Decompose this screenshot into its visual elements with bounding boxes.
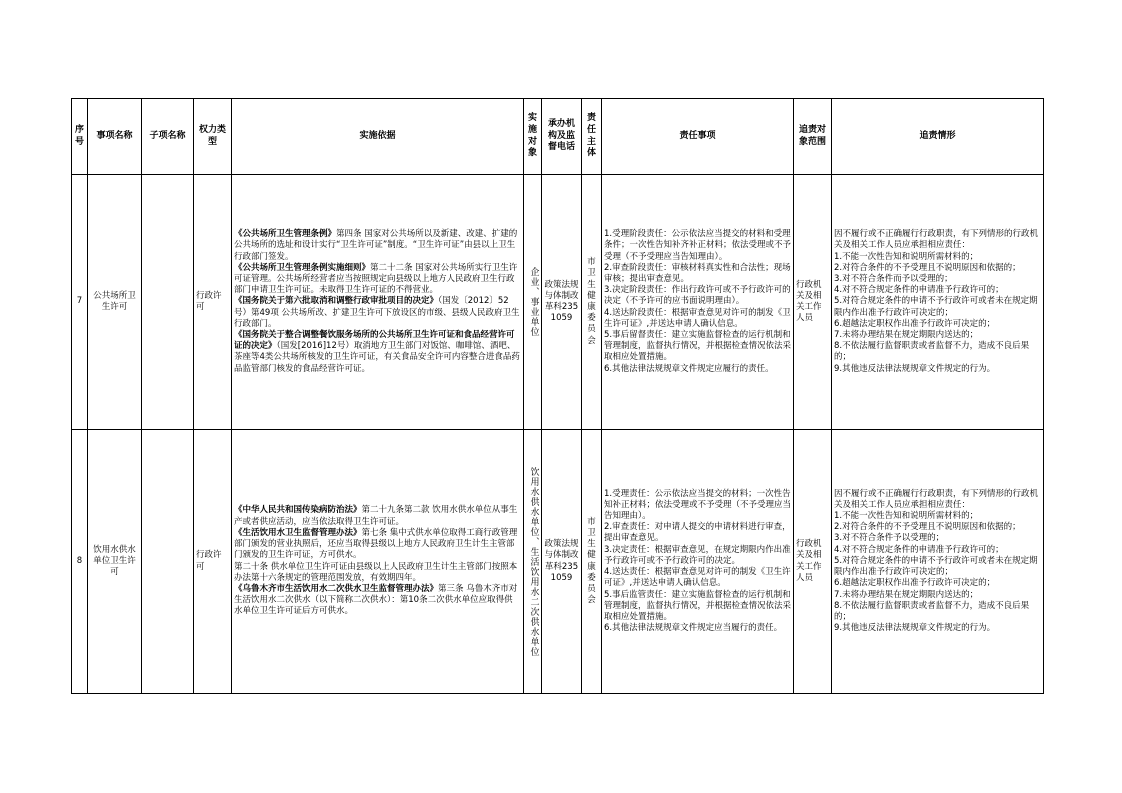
header-subject: 责任主体 <box>582 99 602 175</box>
duty-line: 2.审查责任：对申请人提交的申请材料进行审查，提出审查意见。 <box>604 522 791 544</box>
acc-line: 8.不依法履行监督职责或者监督不力，造成不良后果的； <box>834 341 1030 363</box>
row-target-text: 企业、事业单位 <box>528 267 539 337</box>
duty-line: 6.其他法律法规规章文件规定应当履行的责任。 <box>604 623 783 634</box>
acc-line: 4.对不符合规定条件的申请准予行政许可的； <box>834 285 1004 296</box>
row-scope: 行政机关及相关工作人员 <box>794 175 832 430</box>
basis-law-text: （国发[2016]12号）取消地方卫生部门对饭馆、咖啡馆、酒吧、茶座等4类公共场所核发的卫生许可证，有关食品安全许可内容整合进食品药品监管部门核发的食品经营许可证。 <box>234 341 520 374</box>
acc-line: 6.超越法定职权作出准予行政许可决定的； <box>834 578 996 589</box>
basis-law-title: 《中华人民共和国传染病防治法》 <box>234 505 362 516</box>
table-row <box>72 175 1044 430</box>
row-scope: 行政机关及相关工作人员 <box>794 430 832 694</box>
acc-line: 2.对符合条件的不予受理且不说明原因和依据的； <box>834 262 1021 273</box>
basis-para <box>234 528 521 562</box>
row-org-phone: 政策法规与体制改革科2351059 <box>542 175 582 430</box>
header-scope: 追责对象范围 <box>794 99 832 175</box>
acc-line: 1.不能一次性告知和说明所需材料的； <box>834 251 979 262</box>
basis-law-text: 第三条 乌鲁木齐市对生活饮用水二次供水（以下简称二次供水）：第10条二次供水单位应取得供水单位卫生许可证后方可供水。 <box>234 583 518 617</box>
row-target <box>524 175 542 430</box>
row-subject: 市卫生健康委员会 <box>582 175 602 430</box>
duty-line: 2.审查阶段责任：审核材料真实性和合法性；现场审核；提出审查意见。 <box>604 262 791 284</box>
header-item-name: 事项名称 <box>88 99 142 175</box>
acc-line: 5.对符合规定条件的申请不予行政许可或者未在规定期限内作出准予行政许可决定的； <box>834 296 1038 318</box>
acc-line: 因不履行或不正确履行行政职责，有下列情形的行政机关及相关工作人员应承担相应责任： <box>834 488 1039 510</box>
basis-law-title: 《乌鲁木齐市生活饮用水二次供水卫生监督管理办法》 <box>234 583 439 594</box>
duty-line: 4.送达阶段责任：根据审查意见对许可的制发《卫生许可证》,并送达申请人确认信息。 <box>604 307 791 329</box>
table-row <box>72 430 1044 694</box>
header-sub-item: 子项名称 <box>142 99 194 175</box>
row-power-type: 行政许可 <box>194 430 232 694</box>
duty-line: 3.决定阶段责任：作出行政许可或不予行政许可的决定（不予许可的应书面说明理由）。 <box>604 285 791 307</box>
basis-para <box>234 505 521 527</box>
acc-line: 2.对符合条件的不予受理且不说明原因和依据的； <box>834 522 1021 533</box>
duty-line: 3.决定责任：根据审查意见，在规定期限内作出准予行政许可或不予行政许可的决定。 <box>604 544 791 566</box>
basis-para <box>234 330 521 375</box>
header-accountability: 追责情形 <box>832 99 1044 175</box>
acc-line: 9.其他违反法律法规规章文件规定的行为。 <box>834 363 996 374</box>
row-seq: 7 <box>72 175 88 430</box>
acc-line: 7.未将办理结果在规定期限内送达的； <box>834 330 979 341</box>
row-subject: 市卫生健康委员会 <box>582 430 602 694</box>
acc-line: 1.不能一次性告知和说明所需材料的； <box>834 511 979 522</box>
duty-line: 1.受理阶段责任：公示依法应当提交的材料和受理条件；一次性告知补齐补正材料；依法受理或不予受理（不予受理应当告知理由）。 <box>604 229 792 262</box>
header-duties: 责任事项 <box>602 99 794 175</box>
row-item-name: 饮用水供水单位卫生许可 <box>88 430 142 694</box>
duty-line: 4.送达责任：根据审查意见对许可的制发《卫生许可证》,并送达申请人确认信息。 <box>604 567 791 589</box>
basis-law-title: 《国务院关于第六批取消和调整行政审批项目的决定》 <box>234 296 439 307</box>
acc-line: 8.不依法履行监督职责或者监督不力，造成不良后果的； <box>834 600 1030 622</box>
basis-law-title: 《国务院关于整合调整餐饮服务场所的公共场所卫生许可证和食品经营许可证的决定》 <box>234 330 515 352</box>
basis-law-text: 第二十九条第二款 饮用水供水单位从事生产或者供应活动，应当依法取得卫生许可证。 <box>234 505 518 527</box>
header-target: 实施对象 <box>524 99 542 175</box>
duty-line: 5.事后监管责任：建立实施监督检查的运行机制和管理制度，监督执行情况，并根据检查情况依法采取相应处置措施。 <box>604 589 792 622</box>
basis-law-text: 第二十二条 国家对公共场所实行卫生许可证管理。公共场所经营者应当按照规定向县级以上地方人民政府卫生行政部门申请卫生许可证。未取得卫生许可证的不得营业。 <box>234 262 518 296</box>
responsibility-table-sheet <box>71 98 1043 694</box>
row-accountability <box>832 175 1044 430</box>
header-org-phone: 承办机构及监督电话 <box>542 99 582 175</box>
row-duties <box>602 430 794 694</box>
acc-line: 3.对不符合条件予以受理的； <box>834 533 945 544</box>
row-basis <box>232 430 524 694</box>
basis-para <box>234 263 521 297</box>
basis-law-text: 第七条 集中式供水单位取得工商行政管理部门颁发的营业执照后，还应当取得县级以上地方人民政府卫生计生主管部门颁发的卫生许可证，方可供水。 <box>234 527 518 561</box>
acc-line: 5.对符合规定条件的申请不予行政许可或者未在规定期限内作出准予行政许可决定的； <box>834 555 1038 578</box>
row-sub-item <box>142 430 194 694</box>
row-accountability <box>832 430 1044 694</box>
acc-line: 9.其他违反法律法规规章文件规定的行为。 <box>834 623 996 634</box>
basis-para <box>234 562 521 584</box>
basis-law-title: 《公共场所卫生管理条例》 <box>234 229 337 240</box>
acc-line: 4.对不符合规定条件的申请准予行政许可的； <box>834 544 1004 555</box>
basis-law-title: 《公共场所卫生管理条例实施细则》 <box>234 262 371 273</box>
header-power-type: 权力类型 <box>194 99 232 175</box>
duty-line: 6.其他法律法规规章文件规定应履行的责任。 <box>604 363 774 374</box>
basis-law-text: （国发〔2012〕52号）第49项 公共场所改、扩建卫生许可下放设区的市级、县级人民政府卫生行政部门。 <box>234 296 520 329</box>
row-seq: 8 <box>72 430 88 694</box>
responsibility-table <box>71 98 1044 694</box>
acc-line: 3.对不符合条件而予以受理的； <box>834 273 953 284</box>
basis-law-text: 第四条 国家对公共场所以及新建、改建、扩建的公共场所的选址和设计实行“卫生许可证”制度。“卫生许可证”由县以上卫生行政部门签发。 <box>234 229 518 262</box>
basis-para <box>234 229 521 263</box>
acc-line: 7.未将办理结果在规定期限内送达的； <box>834 589 979 600</box>
row-power-type: 行政许可 <box>194 175 232 430</box>
row-target <box>524 430 542 694</box>
duty-line: 1.受理责任：公示依法应当提交的材料；一次性告知补正材料；依法受理或不予受理（不予受理应当告知理由）。 <box>604 488 792 522</box>
acc-line: 因不履行或不正确履行行政职责，有下列情形的行政机关及相关工作人员应承担相应责任： <box>834 229 1039 251</box>
row-item-name: 公共场所卫生许可 <box>88 175 142 430</box>
acc-line: 6.超越法定职权作出准予行政许可决定的； <box>834 318 996 329</box>
row-org-phone: 政策法规与体制改革科2351059 <box>542 430 582 694</box>
basis-para <box>234 584 521 618</box>
row-duties <box>602 175 794 430</box>
header-basis: 实施依据 <box>232 99 524 175</box>
basis-para <box>234 296 521 330</box>
row-basis <box>232 175 524 430</box>
header-seq: 序号 <box>72 99 88 175</box>
row-sub-item <box>142 175 194 430</box>
header-row <box>72 99 1044 175</box>
basis-law-text: 第二十条 供水单位卫生许可证由县级以上人民政府卫生计生主管部门按照本办法第十六条规定的管理范围发放，有效期四年。 <box>234 561 518 583</box>
duty-line: 5.事后留督责任：建立实施监督检查的运行机制和管理制度，监督执行情况，并根据检查情况依法采取相应处置措施。 <box>604 330 792 363</box>
row-target-text: 饮用水供水单位、生活饮用水二次供水单位 <box>528 466 539 657</box>
basis-law-title: 《生活饮用水卫生监督管理办法》 <box>234 527 362 538</box>
